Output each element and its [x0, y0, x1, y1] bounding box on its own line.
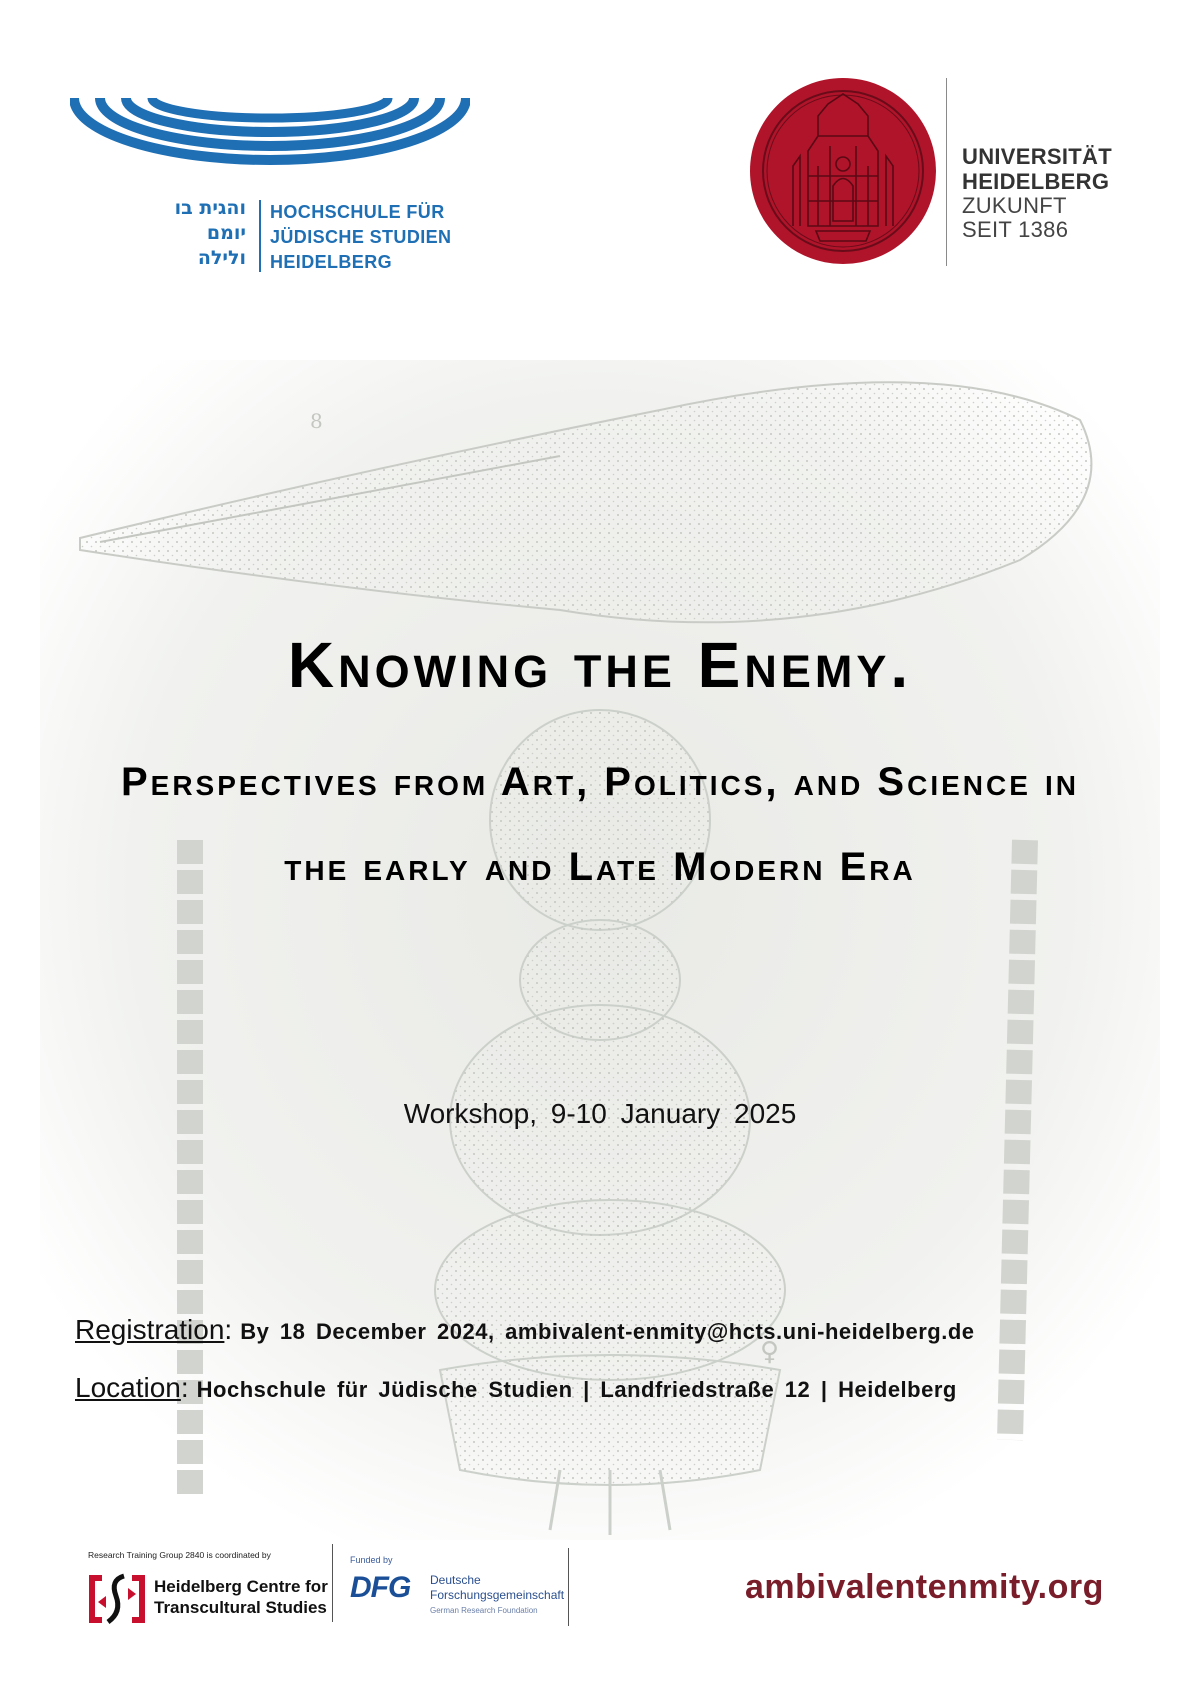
- workshop-date: Workshop, 9-10 January 2025: [403, 1098, 797, 1129]
- location-label: Location: [75, 1372, 181, 1403]
- registration-colon: :: [224, 1314, 233, 1345]
- location-colon: :: [180, 1372, 189, 1403]
- insect-illustration-background: [40, 360, 1160, 1540]
- hfjs-arcs-icon: [70, 96, 470, 186]
- hebrew-line: יומם: [206, 222, 246, 244]
- hcts-name-line: Heidelberg Centre for: [154, 1577, 328, 1596]
- hcts-mark-icon: [88, 1572, 146, 1626]
- svg-text:8: 8: [310, 409, 323, 433]
- dfg-mark: DFG: [350, 1571, 411, 1604]
- hebrew-line: ולילה: [197, 247, 246, 269]
- hfjs-name-line: JÜDISCHE STUDIEN: [270, 227, 452, 247]
- university-name-line: UNIVERSITÄT: [962, 144, 1112, 169]
- university-name-line: HEIDELBERG: [962, 169, 1110, 194]
- hcts-caption: Research Training Group 2840 is coordinated by: [88, 1550, 271, 1560]
- university-motto: [962, 194, 1068, 242]
- university-motto-line: ZUKUNFT: [962, 193, 1067, 218]
- footer-divider: [568, 1548, 569, 1626]
- poster-subtitle: Perspectives from Art, Politics, and Science in the early and Late Modern Era: [120, 760, 1080, 889]
- dfg-name: [430, 1573, 564, 1618]
- poster-title: Knowing the Enemy.: [287, 629, 913, 701]
- hcts-name-line: Transcultural Studies: [154, 1598, 327, 1617]
- university-divider: [946, 78, 947, 266]
- location-line: [75, 1372, 957, 1404]
- website-link[interactable]: ambivalentenmity.org: [745, 1568, 1104, 1606]
- registration-line: [75, 1314, 975, 1346]
- dfg-caption: Funded by: [350, 1555, 393, 1565]
- hfjs-hebrew-motto: [158, 196, 246, 271]
- hcts-name: [154, 1576, 328, 1618]
- dfg-name-english: German Research Foundation: [430, 1606, 538, 1615]
- hfjs-name: [270, 200, 451, 275]
- dfg-name-line: Deutsche: [430, 1573, 481, 1587]
- university-motto-line: SEIT 1386: [962, 217, 1069, 242]
- hebrew-line: והגית בו: [174, 197, 246, 219]
- university-seal-icon: [748, 76, 938, 266]
- footer-divider: [332, 1544, 333, 1622]
- hfjs-name-line: HOCHSCHULE FÜR: [270, 202, 445, 222]
- svg-text:♀: ♀: [760, 1337, 780, 1367]
- hfjs-name-line: HEIDELBERG: [270, 252, 393, 272]
- university-name: [962, 144, 1112, 194]
- hfjs-divider: [259, 200, 261, 272]
- hfjs-logo: [70, 96, 470, 276]
- location-value: Hochschule für Jüdische Studien | Landfriedstraße 12 | Heidelberg: [196, 1377, 957, 1402]
- university-logo: [748, 74, 1128, 274]
- dfg-name-line: Forschungsgemeinschaft: [430, 1588, 565, 1602]
- registration-label: Registration: [75, 1314, 225, 1345]
- registration-value[interactable]: By 18 December 2024, ambivalent-enmity@hcts.uni-heidelberg.de: [240, 1319, 975, 1344]
